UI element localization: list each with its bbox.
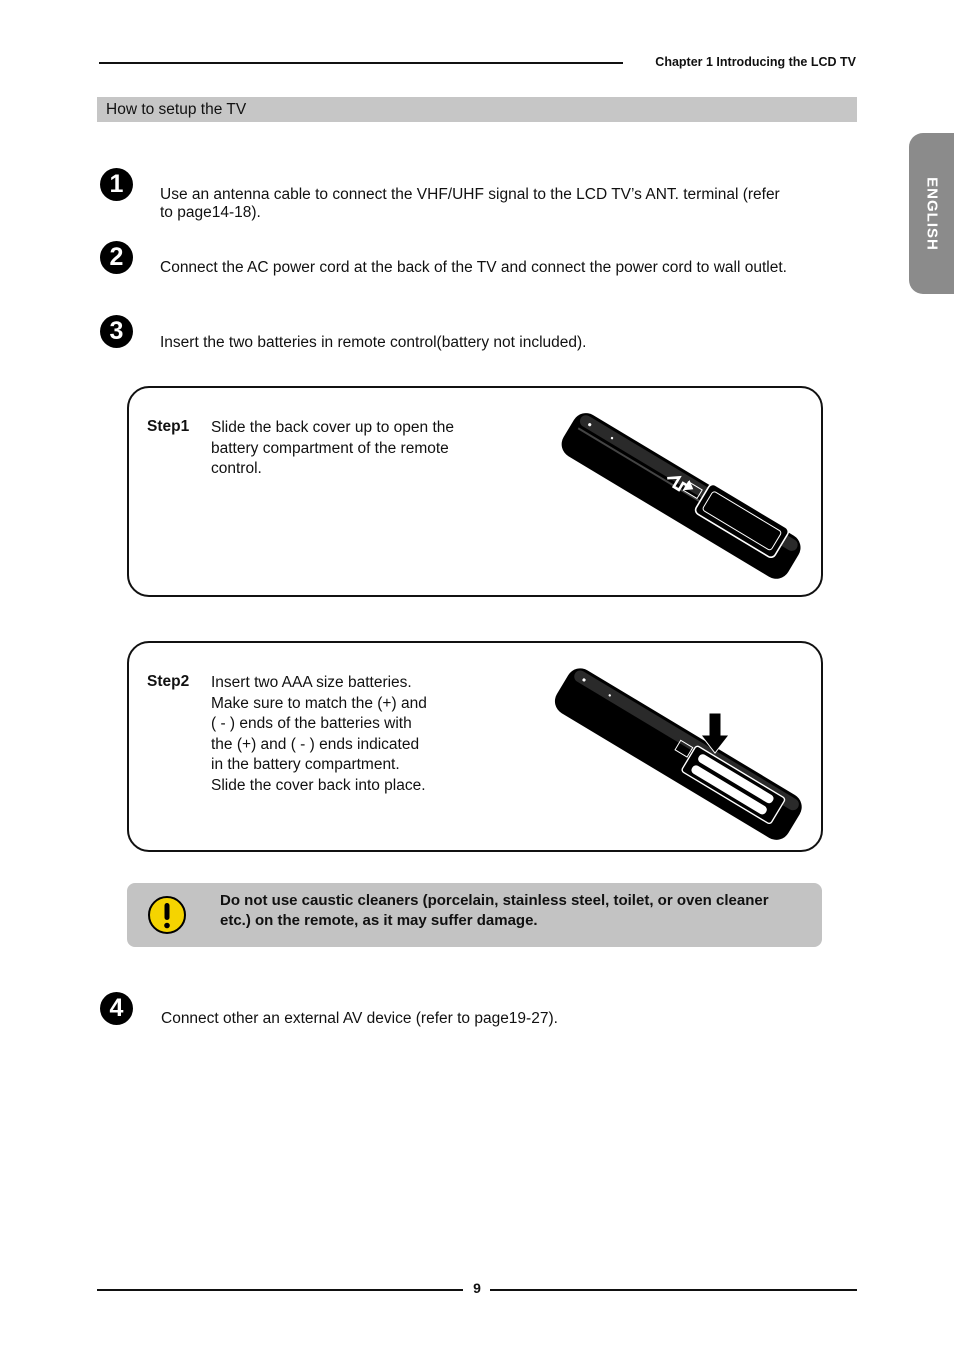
battery-step-1-line: control. — [211, 460, 262, 477]
battery-step-2-line: the (+) and ( - ) ends indicated — [211, 735, 420, 753]
step-1-line-1: Use an antenna cable to connect the VHF/UHF signal to the LCD TV’s ANT. terminal (refer — [160, 186, 780, 203]
step-number-3-icon — [100, 315, 133, 348]
battery-step-2-line: Make sure to match the (+) and — [211, 694, 427, 712]
footer-rule-left — [97, 1289, 463, 1291]
header-rule — [99, 62, 623, 64]
step-4-text — [161, 1010, 558, 1028]
step-1-line-2: to page14-18). — [160, 204, 261, 221]
caution-text — [220, 891, 769, 930]
step-3-line-1: Insert the two batteries in remote control(battery not included). — [160, 334, 587, 351]
step-2-text — [160, 259, 787, 277]
battery-step-1-label: Step1 — [147, 418, 190, 435]
language-side-tab — [909, 133, 954, 294]
battery-step-2-line: ( - ) ends of the batteries with — [211, 715, 412, 732]
battery-step-1-line: battery compartment of the remote — [211, 439, 449, 457]
exclamation-warning-icon — [147, 895, 187, 935]
step-number-3: 3 — [109, 317, 124, 345]
section-bar — [97, 97, 857, 122]
step-number-2-icon — [100, 241, 133, 274]
page-number: 9 — [473, 1280, 481, 1296]
battery-step-2-line: Insert two AAA size batteries. — [211, 674, 412, 691]
remote-open-cover-illustration — [554, 403, 809, 583]
chapter-header: Chapter 1 Introducing the LCD TV — [655, 55, 856, 69]
side-tab-label: ENGLISH — [923, 176, 940, 251]
battery-step-2-box — [127, 641, 823, 852]
step-4-line-1: Connect other an external AV device (refer to page19-27). — [161, 1010, 558, 1027]
step-number-4-icon — [100, 992, 133, 1025]
caution-line-1: Do not use caustic cleaners (porcelain, stainless steel, toilet, or oven cleaner — [220, 892, 769, 909]
step-number-4: 4 — [109, 994, 124, 1022]
battery-step-2-label: Step2 — [147, 673, 190, 690]
caution-notice — [127, 883, 822, 947]
step-3-text — [160, 334, 586, 352]
step-number-1-icon — [100, 168, 133, 201]
battery-step-1-line: Slide the back cover up to open the — [211, 419, 454, 436]
battery-step-2-line: in the battery compartment. — [211, 756, 400, 773]
step-number-2: 2 — [109, 243, 124, 271]
footer-rule-right — [490, 1289, 857, 1291]
remote-insert-batteries-illustration — [549, 661, 809, 843]
battery-step-1-text — [211, 418, 454, 480]
step-1-text — [160, 186, 780, 222]
caution-line-2: etc.) on the remote, as it may suffer damage. — [220, 911, 538, 929]
battery-step-2-line: Slide the cover back into place. — [211, 776, 426, 794]
battery-step-1-box — [127, 386, 823, 597]
battery-step-2-text — [211, 673, 427, 796]
step-number-1: 1 — [109, 170, 124, 198]
section-title: How to setup the TV — [106, 101, 247, 118]
step-2-line-1: Connect the AC power cord at the back of the TV and connect the power cord to wall outlet. — [160, 259, 787, 276]
